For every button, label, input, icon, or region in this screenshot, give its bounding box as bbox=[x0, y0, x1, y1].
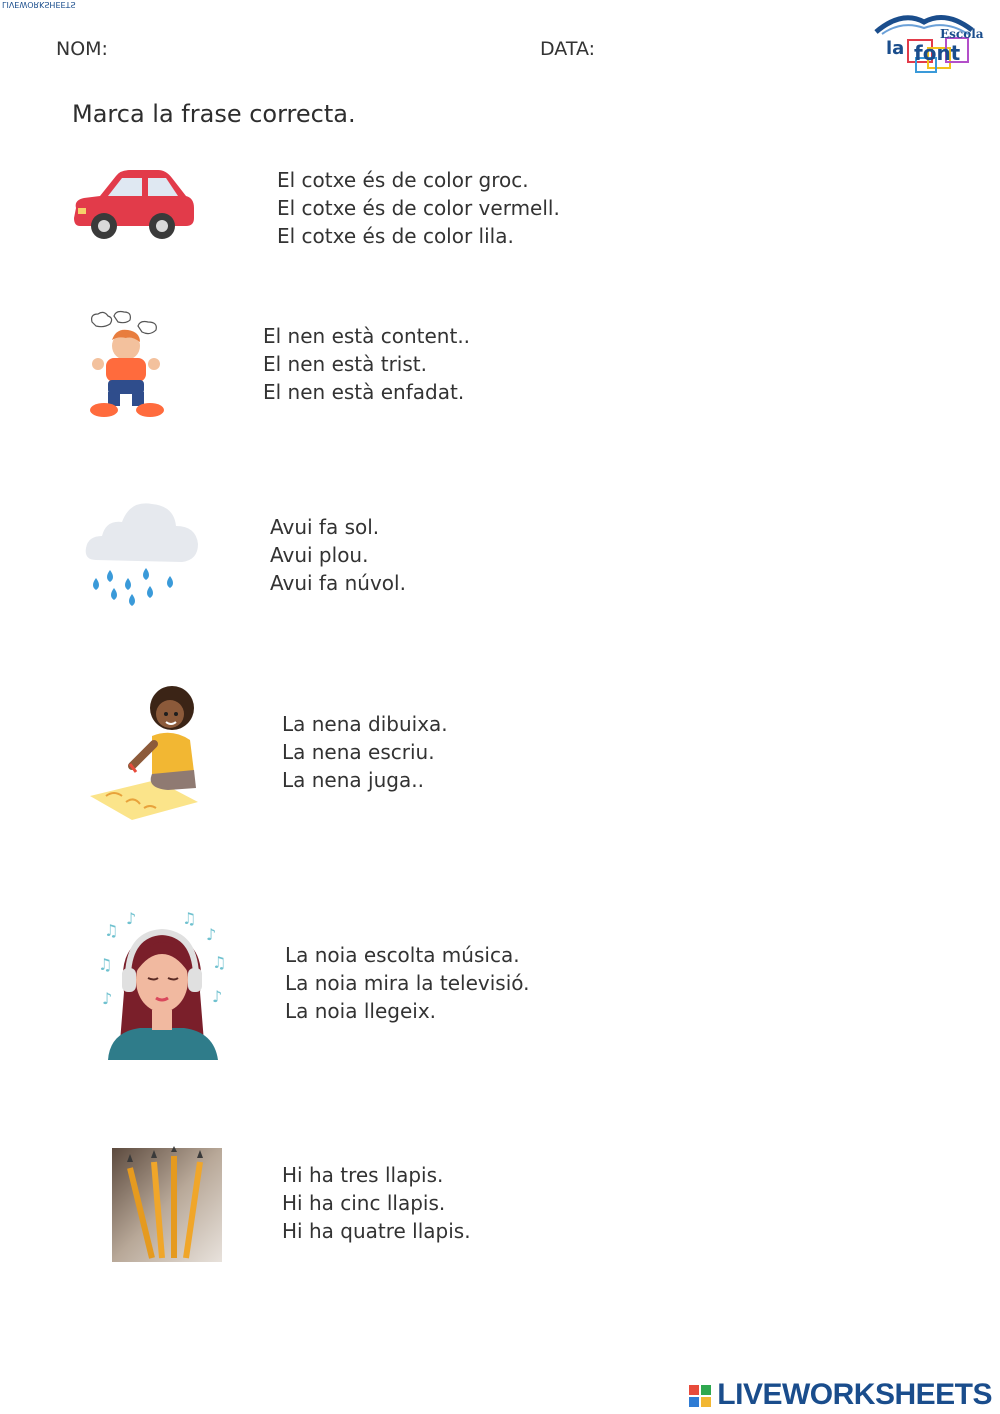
option-q4-3[interactable]: La nena juga.. bbox=[282, 768, 424, 792]
question-4-options bbox=[282, 710, 448, 794]
svg-text:♪: ♪ bbox=[102, 989, 113, 1008]
option-q3-3[interactable]: Avui fa núvol. bbox=[270, 571, 406, 595]
girl-headphones-image bbox=[96, 908, 228, 1060]
question-6-options bbox=[282, 1161, 471, 1245]
name-label: NOM: bbox=[56, 38, 108, 60]
question-1-options bbox=[277, 166, 560, 250]
option-q2-3[interactable]: El nen està enfadat. bbox=[263, 380, 465, 404]
svg-text:♪: ♪ bbox=[126, 909, 137, 928]
rain-cloud-image bbox=[84, 498, 202, 616]
angry-boy-image bbox=[86, 310, 166, 422]
option-q5-2[interactable]: La noia mira la televisió. bbox=[285, 971, 530, 995]
liveworksheets-brand bbox=[717, 1380, 992, 1410]
question-2-options bbox=[263, 322, 470, 406]
option-q1-3[interactable]: El cotxe és de color lila. bbox=[277, 224, 514, 248]
logo-escola-text: Escola bbox=[940, 27, 984, 41]
option-q5-3[interactable]: La noia llegeix. bbox=[285, 999, 437, 1023]
option-q4-1[interactable]: La nena dibuixa. bbox=[282, 712, 448, 736]
svg-text:♫: ♫ bbox=[104, 921, 119, 940]
pencils-photo-image bbox=[112, 1148, 222, 1262]
logo-la-text: la bbox=[886, 38, 905, 59]
option-q1-1[interactable]: El cotxe és de color groc. bbox=[277, 168, 529, 192]
svg-text:♫: ♫ bbox=[182, 909, 197, 928]
option-q2-2[interactable]: El nen està trist. bbox=[263, 352, 427, 376]
svg-text:♫: ♫ bbox=[98, 955, 113, 974]
option-q4-2[interactable]: La nena escriu. bbox=[282, 740, 435, 764]
liveworksheets-logo-icon bbox=[689, 1385, 711, 1407]
option-q3-1[interactable]: Avui fa sol. bbox=[270, 515, 380, 539]
option-q3-2[interactable]: Avui plou. bbox=[270, 543, 369, 567]
date-label: DATA: bbox=[540, 38, 596, 60]
option-q6-2[interactable]: Hi ha cinc llapis. bbox=[282, 1191, 446, 1215]
question-3-options bbox=[270, 513, 406, 597]
school-logo bbox=[872, 8, 984, 74]
option-q1-2[interactable]: El cotxe és de color vermell. bbox=[277, 196, 560, 220]
svg-text:♫: ♫ bbox=[212, 953, 227, 972]
svg-text:♪: ♪ bbox=[206, 925, 217, 944]
option-q6-1[interactable]: Hi ha tres llapis. bbox=[282, 1163, 444, 1187]
option-q5-1[interactable]: La noia escolta música. bbox=[285, 943, 520, 967]
option-q2-1[interactable]: El nen està content.. bbox=[263, 324, 471, 348]
question-5-options bbox=[285, 941, 530, 1025]
instruction-title: Marca la frase correcta. bbox=[72, 100, 356, 128]
svg-text:♪: ♪ bbox=[212, 987, 223, 1006]
liveworksheets-brand-text: LIVEWORKSHEETS bbox=[717, 1378, 992, 1411]
option-q6-3[interactable]: Hi ha quatre llapis. bbox=[282, 1219, 471, 1243]
logo-font-text: font bbox=[914, 41, 961, 65]
girl-drawing-image bbox=[86, 684, 202, 824]
top-watermark: LIVEWORKSHEETS bbox=[2, 0, 76, 9]
red-car-image bbox=[70, 164, 196, 244]
